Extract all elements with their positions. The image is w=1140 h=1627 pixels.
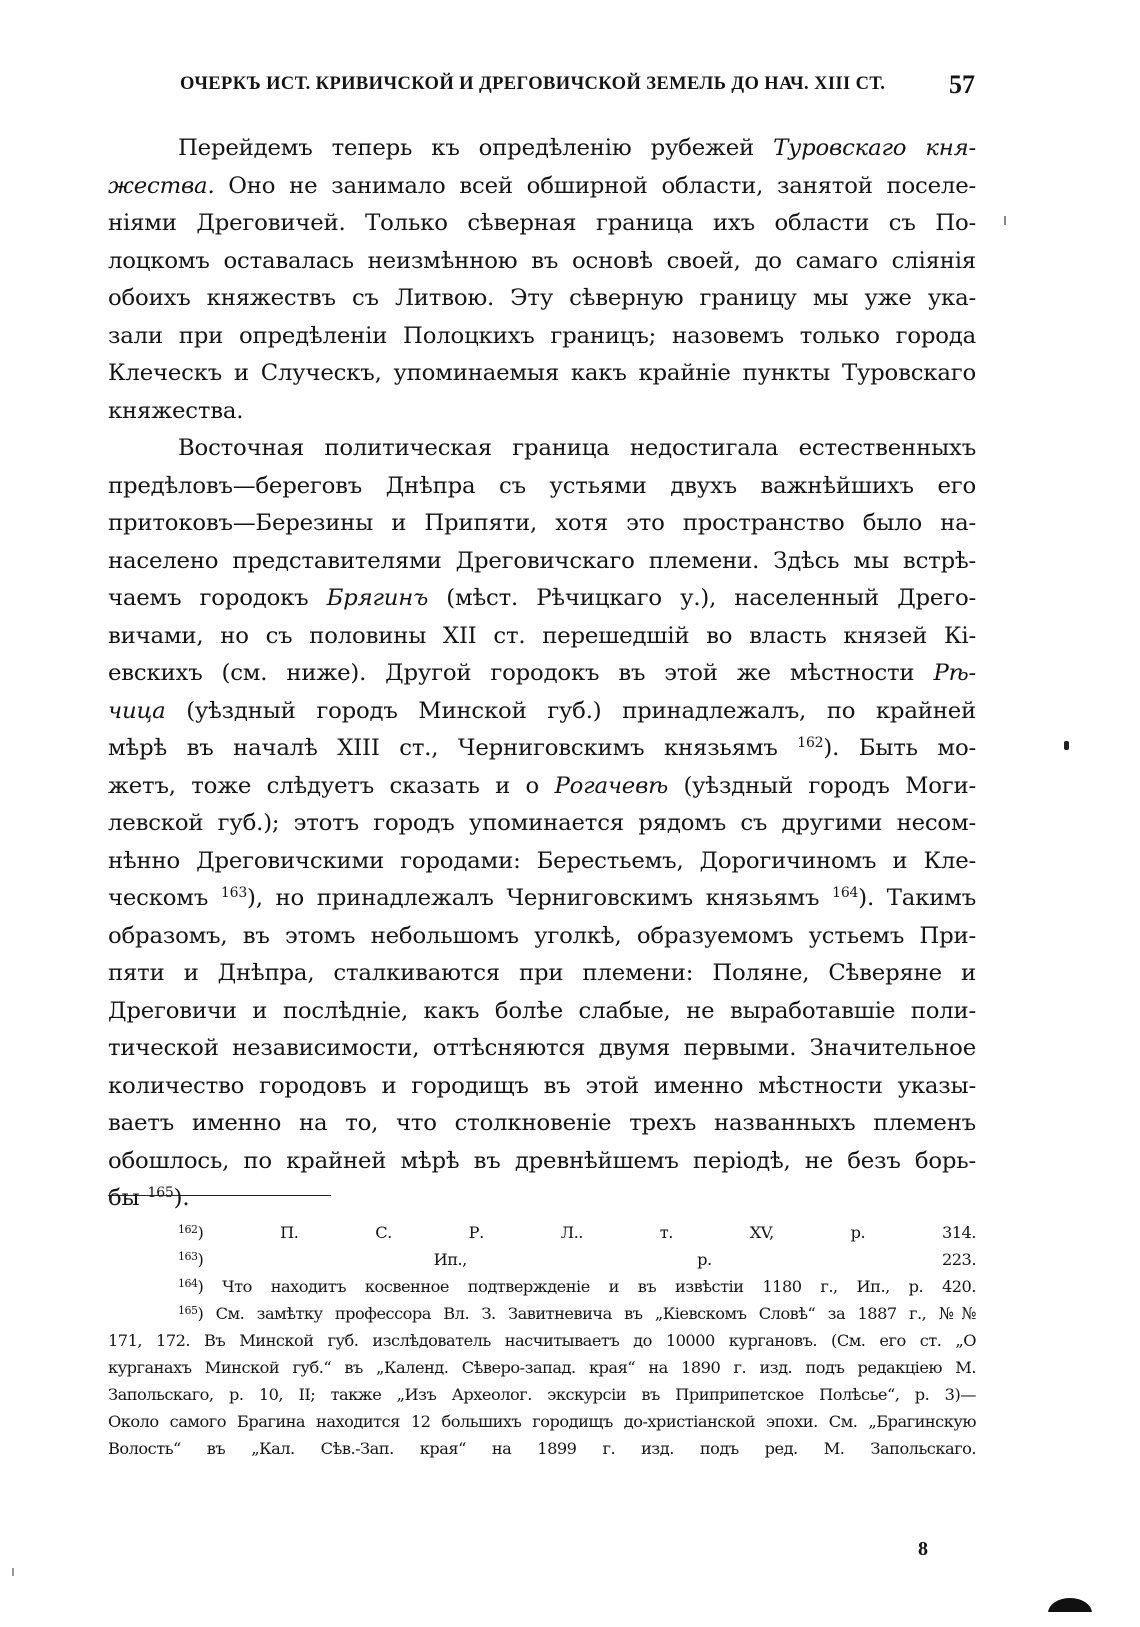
margin-speck <box>1004 216 1006 225</box>
footnote-ref: 162 <box>797 735 824 751</box>
body-line <box>108 805 976 843</box>
footnote-ref: 164 <box>178 1277 198 1290</box>
text-run: Дреговичи и послѣдніе, какъ болѣе слабые, не выработавшіе поли- <box>108 997 976 1024</box>
body-line <box>108 543 976 581</box>
text-run: лоцкомъ оставалась неизмѣнною въ основѣ своей, до самаго сліянія <box>108 247 976 274</box>
text-run: Волость“ въ „Кал. Сѣв.-Зап. края“ на 1899 г. изд. подъ ред. М. Запольскаго. <box>108 1439 976 1458</box>
body-line <box>108 955 976 993</box>
body-line <box>108 655 976 693</box>
body-line <box>108 505 976 543</box>
italic-text: Брягинъ <box>326 585 429 611</box>
footnote-line <box>108 1219 976 1246</box>
text-run: зали при опредѣленіи Полоцкихъ границъ; назовемъ только города <box>108 322 976 349</box>
footnote-line <box>108 1408 976 1435</box>
text-run: курганахъ Минской губ.“ въ „Календ. Сѣверо-запад. края“ на 1890 г. изд. подъ редакціею М. <box>108 1358 976 1377</box>
text-run: ) Что находитъ косвенное подтвержденіе и въ извѣстіи 1180 г., Ип., р. 420. <box>197 1277 976 1296</box>
body-line <box>108 468 976 506</box>
body-line <box>108 1180 976 1218</box>
text-run: княжества. <box>108 397 244 424</box>
footnote-separator <box>108 1195 331 1196</box>
italic-text: жества. <box>108 172 215 199</box>
text-run: чаемъ городокъ <box>108 585 327 611</box>
text-run: (уѣздный городъ Минской губ.) принадлежалъ, по крайней <box>165 697 976 724</box>
text-run: ) Ип., р. 223. <box>197 1250 976 1269</box>
text-run: количество городовъ и городищъ въ этой именно мѣстности указы- <box>108 1072 976 1099</box>
text-run: ческомъ <box>108 885 221 911</box>
text-run: ). Быть мо- <box>823 735 976 761</box>
text-run: ніями Дреговичей. Только сѣверная граница ихъ области съ По- <box>108 210 976 236</box>
body-line <box>108 1143 976 1181</box>
text-run: Клеческъ и Случескъ, упоминаемыя какъ крайніе пункты Туровскаго <box>108 360 976 386</box>
footnote-line <box>108 1354 976 1381</box>
text-run: Запольскаго, р. 10, II; также „Изъ Археолог. экскурсіи въ Приприпетское Полѣсье“, р. 3)— <box>108 1385 976 1404</box>
footnote-ref: 165 <box>178 1304 198 1317</box>
body-line <box>108 393 976 431</box>
text-run: 171, 172. Въ Минской губ. изслѣдователь насчитываетъ до 10000 кургановъ. (См. его ст. „О <box>108 1331 976 1350</box>
italic-text: Туровскаго кня- <box>773 135 976 161</box>
text-run: тической независимости, оттѣсняются двумя первыми. Значительное <box>108 1035 976 1061</box>
text-run: Перейдемъ теперь къ опредѣленію рубежей <box>178 135 774 161</box>
body-line <box>108 205 976 243</box>
text-run: образомъ, въ этомъ небольшомъ уголкѣ, образуемомъ устьемъ При- <box>108 922 976 949</box>
page-corner-shadow <box>1048 1590 1092 1612</box>
body-line <box>108 355 976 393</box>
body-line <box>108 730 976 768</box>
text-run: Восточная политическая граница недостигала естественныхъ <box>178 435 976 461</box>
italic-text: Рогачевѣ <box>554 772 669 799</box>
footnote-ref: 164 <box>832 885 859 901</box>
text-run: Около самого Брагина находится 12 большихъ городищъ до-христіанской эпохи. См. „Брагинскую <box>108 1412 976 1431</box>
text-run: левской губ.); этотъ городъ упоминается рядомъ съ другими несом- <box>108 810 976 836</box>
text-run: пяти и Днѣпра, сталкиваются при племени: Поляне, Сѣверяне и <box>108 960 976 986</box>
body-line <box>108 693 976 731</box>
text-run: ). Такимъ <box>858 885 977 911</box>
footnote-line <box>108 1300 976 1327</box>
body-line <box>108 993 976 1031</box>
footnote-ref: 163 <box>220 885 248 901</box>
text-run: населено представителями Дреговичскаго племени. Здѣсь мы встрѣ- <box>108 547 976 574</box>
body-line <box>108 318 976 356</box>
italic-text: чица <box>108 697 166 724</box>
footnote-ref: 165 <box>147 1185 174 1201</box>
margin-speck <box>12 1568 14 1576</box>
text-run: (уѣздный городъ Моги- <box>668 772 976 799</box>
margin-speck <box>1064 741 1069 750</box>
text-run: евскихъ (см. ниже). Другой городокъ въ этой же мѣстности <box>108 660 934 686</box>
body-line <box>108 1068 976 1106</box>
text-run: притоковъ—Березины и Припяти, хотя это пространство было на- <box>108 510 976 536</box>
page-number: 57 <box>949 70 975 99</box>
footnote-line <box>108 1246 976 1273</box>
signature-mark: 8 <box>918 1538 928 1560</box>
body-line <box>108 843 976 881</box>
footnote-ref: 162 <box>178 1223 198 1236</box>
body-line <box>108 430 976 468</box>
footnote-line <box>108 1273 976 1300</box>
body-line <box>108 618 976 656</box>
body-line <box>108 168 976 206</box>
text-run: Оно не занимало всей обширной области, занятой поселе- <box>214 172 976 199</box>
body-line <box>108 768 976 806</box>
footnote-line <box>108 1381 976 1408</box>
text-run: нѣнно Дреговичскими городами: Берестьемъ, Дорогичиномъ и Кле- <box>108 847 976 874</box>
body-line <box>108 130 976 168</box>
footnote-line <box>108 1327 976 1354</box>
text-run: (мѣст. Рѣчицкаго у.), населенный Дрего- <box>428 585 976 611</box>
body-text <box>108 130 976 1218</box>
body-line <box>108 580 976 618</box>
body-line <box>108 280 976 318</box>
text-run: ). <box>173 1185 190 1211</box>
body-line <box>108 880 976 918</box>
italic-text: Рѣ- <box>933 660 976 686</box>
running-header <box>180 70 975 99</box>
body-line <box>108 918 976 956</box>
text-run: ) П. С. Р. Л.. т. XV, р. 314. <box>197 1223 976 1242</box>
footnote-ref: 163 <box>178 1250 198 1263</box>
text-run: ) См. замѣтку профессора Вл. З. Завитневича въ „Кіевскомъ Словѣ“ за 1887 г., №№ <box>197 1304 976 1323</box>
body-line <box>108 1105 976 1143</box>
text-run: ваетъ именно на то, что столкновеніе трехъ названныхъ племенъ <box>108 1110 976 1136</box>
text-run: обошлось, по крайней мѣрѣ въ древнѣйшемъ періодѣ, не безъ борь- <box>108 1147 976 1174</box>
text-run: жетъ, тоже слѣдуетъ сказать и о <box>108 772 555 799</box>
footnote-line <box>108 1435 976 1462</box>
text-run: вичами, но съ половины XII ст. перешедшій во власть князей Кі- <box>108 622 976 649</box>
text-run: мѣрѣ въ началѣ XIII ст., Черниговскимъ князьямъ <box>108 735 798 761</box>
body-line <box>108 1030 976 1068</box>
text-run: предѣловъ—береговъ Днѣпра съ устьями двухъ важнѣйшихъ его <box>108 472 976 499</box>
body-line <box>108 243 976 281</box>
text-run: бы <box>108 1185 148 1211</box>
running-title: ОЧЕРКЪ ИСТ. КРИВИЧСКОЙ И ДРЕГОВИЧСКОЙ ЗЕМЕЛЬ ДО НАЧ. XIII СТ. <box>180 74 886 94</box>
text-run: обоихъ княжествъ съ Литвою. Эту сѣверную границу мы уже ука- <box>108 285 976 311</box>
footnotes <box>108 1219 976 1462</box>
text-run: ), но принадлежалъ Черниговскимъ князьямъ <box>247 885 833 911</box>
